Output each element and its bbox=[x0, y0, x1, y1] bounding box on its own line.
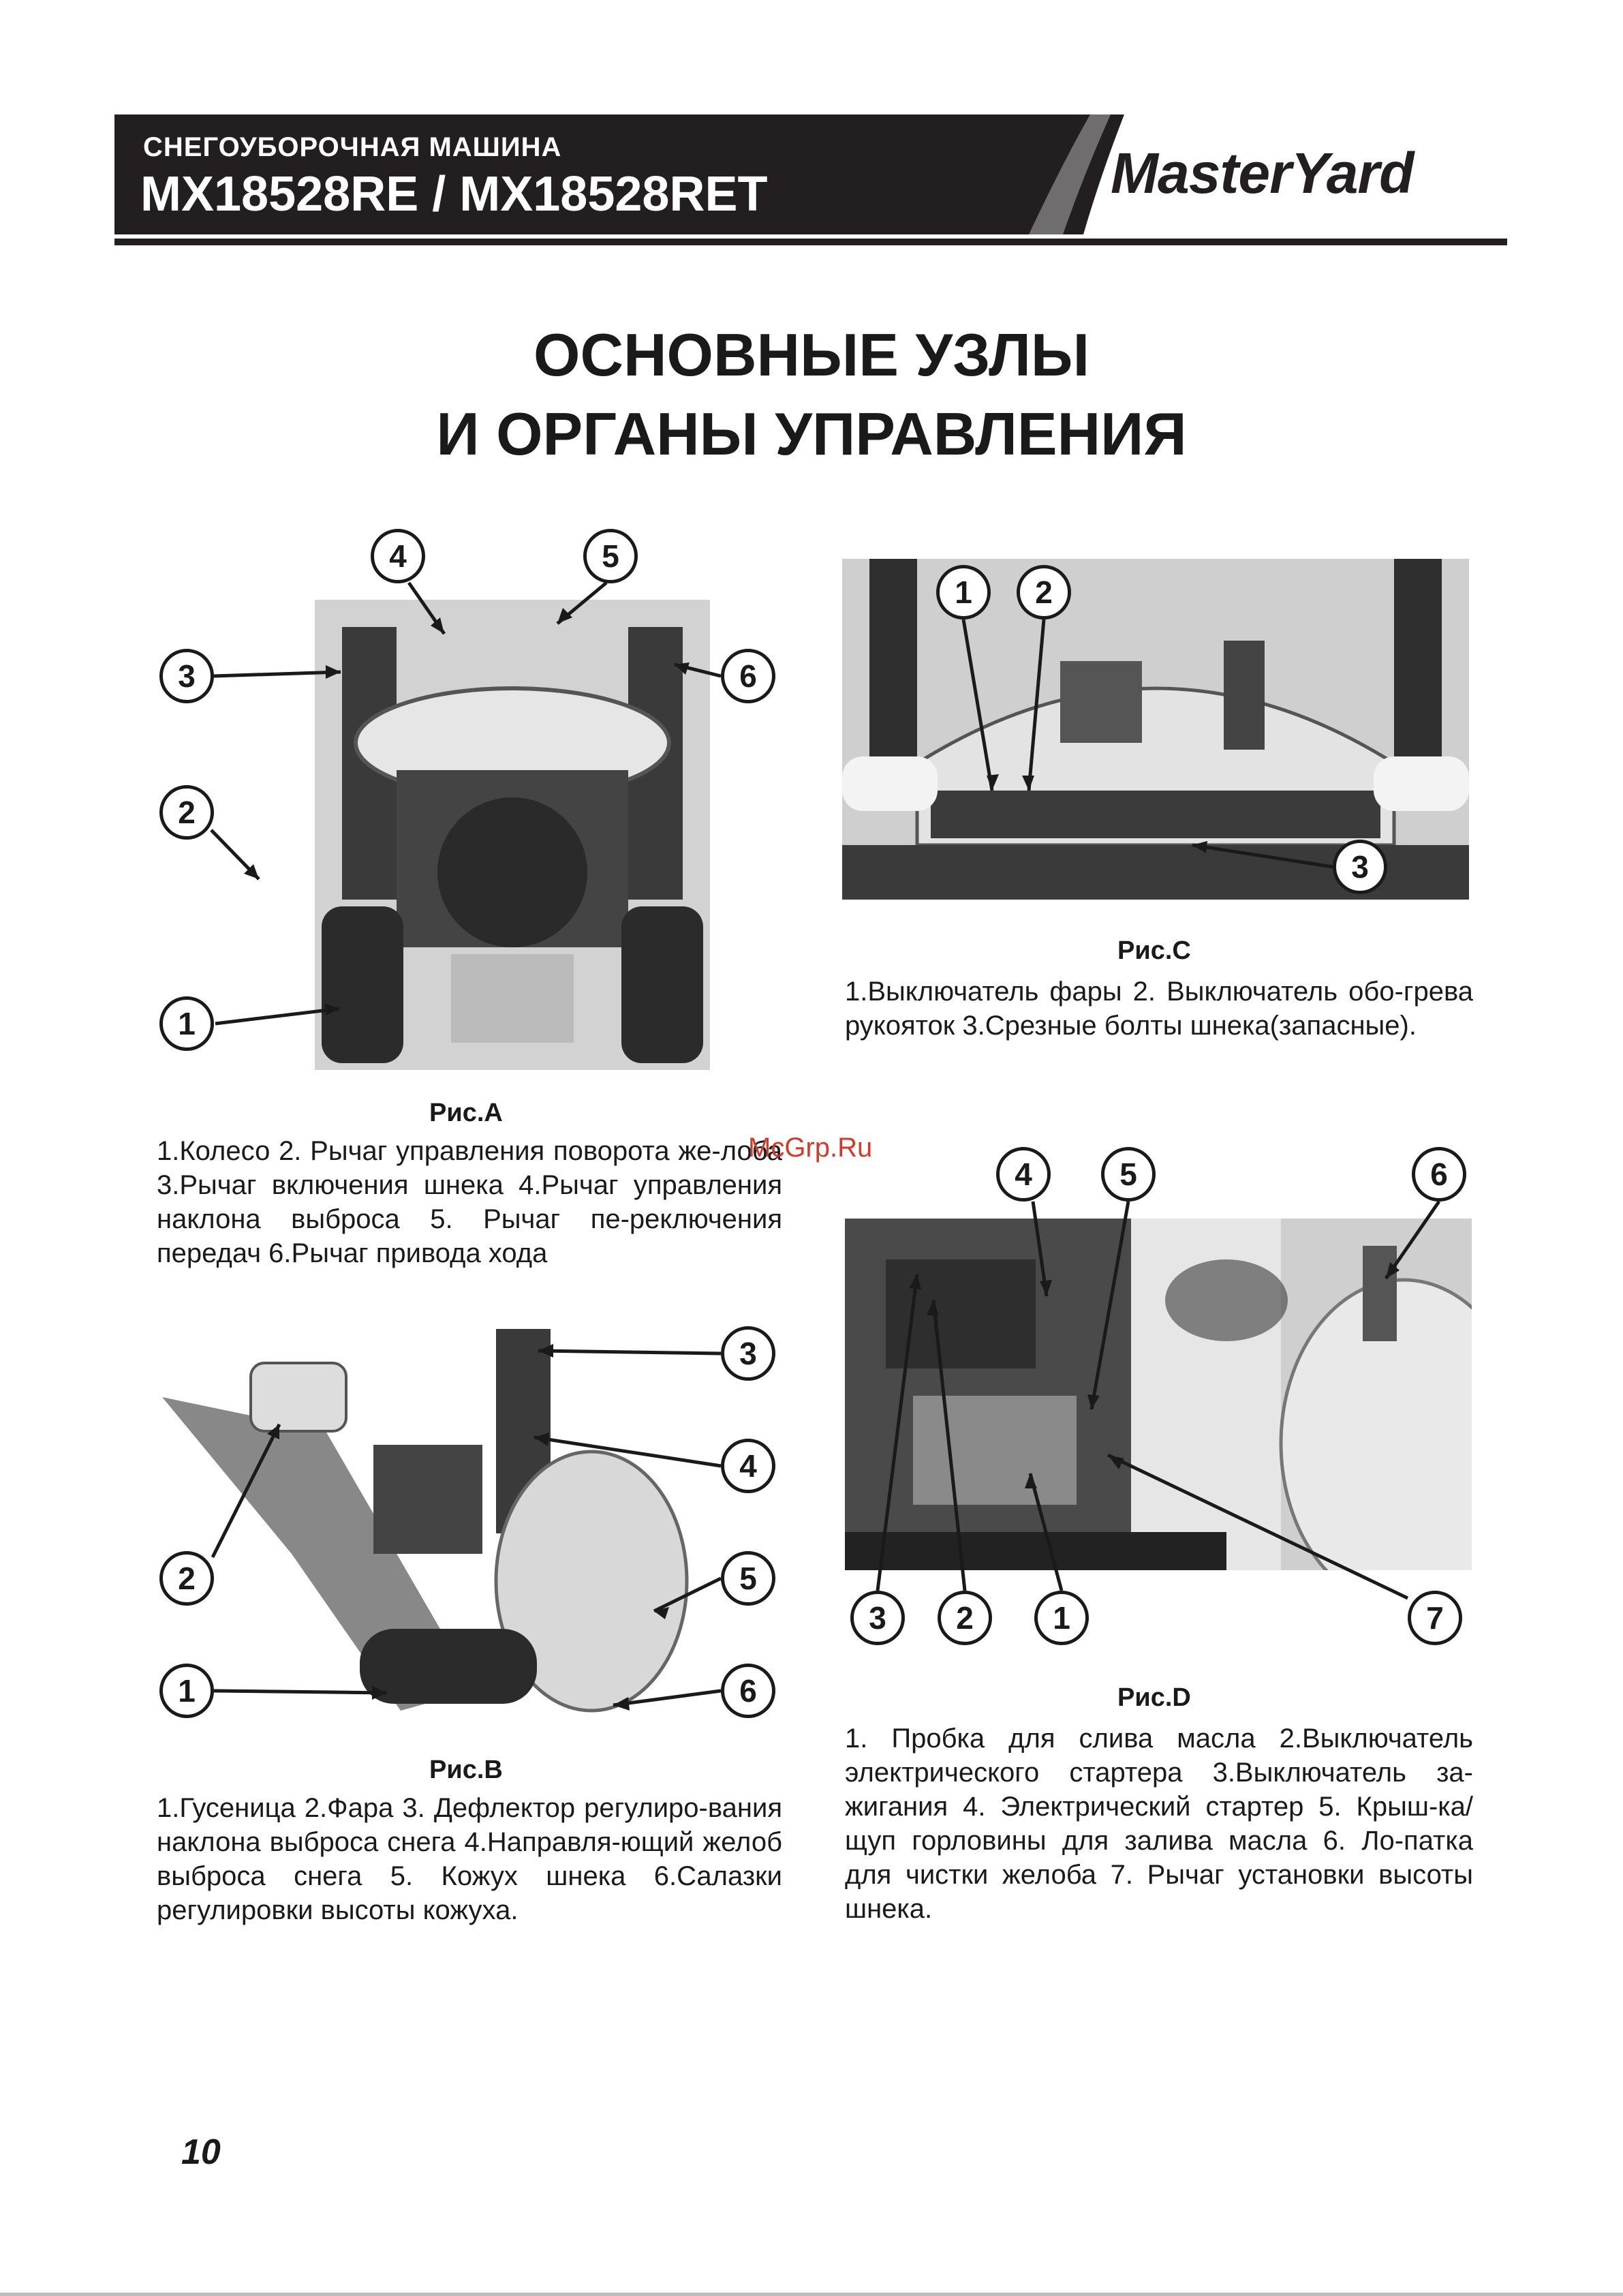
fig-d-callout-2: 2 bbox=[938, 1591, 992, 1645]
watermark: McGrp.Ru bbox=[748, 1133, 873, 1163]
fig-d-callout-3: 3 bbox=[850, 1591, 905, 1645]
fig-d-callout-1: 1 bbox=[1034, 1591, 1089, 1645]
fig-a-callout-2: 2 bbox=[159, 785, 214, 840]
fig-d-callout-5: 5 bbox=[1101, 1147, 1156, 1201]
fig-d-callout-7: 7 bbox=[1408, 1591, 1462, 1645]
photo-fig-b bbox=[155, 1308, 700, 1731]
fig-d-callout-4: 4 bbox=[996, 1147, 1051, 1201]
fig-a-label: Рис.А bbox=[429, 1099, 503, 1127]
fig-c-label: Рис.С bbox=[1117, 936, 1191, 965]
fig-a-callout-6: 6 bbox=[721, 649, 775, 703]
fig-b-callout-6: 6 bbox=[721, 1664, 775, 1718]
fig-a-callout-4: 4 bbox=[371, 529, 425, 583]
fig-a-caption: 1.Колесо 2. Рычаг управления поворота же-лоба 3.Рычаг включения шнека 4.Рычаг управления наклона выброса 5. Рычаг пе-реключения передач 6.Рычаг привода хода bbox=[157, 1136, 782, 1268]
fig-c-callout-2: 2 bbox=[1017, 565, 1071, 619]
header-subtitle: СНЕГОУБОРОЧНАЯ МАШИНА bbox=[143, 132, 562, 162]
page-title-line2: И ОРГАНЫ УПРАВЛЕНИЯ bbox=[436, 400, 1187, 468]
fig-a-callout-1: 1 bbox=[159, 996, 214, 1051]
fig-b-callout-5: 5 bbox=[721, 1551, 775, 1606]
fig-c-callout-3: 3 bbox=[1333, 840, 1387, 894]
page-number: 10 bbox=[181, 2132, 221, 2172]
fig-c-caption: 1.Выключатель фары 2. Выключатель обо-грева рукояток 3.Срезные болты шнека(запасные). bbox=[845, 977, 1473, 1041]
fig-d-caption: 1. Пробка для слива масла 2.Выключатель электрического стартера 3.Выключатель за-жигания 4. Электрический стартер 5. Крыш-ка/щуп горловины для залива масла 6. Ло-патка для чистки желоба 7. Рычаг установки высоты шнека. bbox=[845, 1724, 1473, 1924]
fig-c-callout-1: 1 bbox=[936, 565, 991, 619]
photo-fig-d bbox=[845, 1219, 1472, 1570]
header-rule bbox=[114, 239, 1507, 245]
fig-b-callout-4: 4 bbox=[721, 1439, 775, 1493]
fig-b-label: Рис.В bbox=[429, 1756, 503, 1784]
fig-b-caption: 1.Гусеница 2.Фара 3. Дефлектор регулиро-вания наклона выброса снега 4.Направля-ющий желоб выброса снега 5. Кожух шнека 6.Салазки регулировки высоты кожуха. bbox=[157, 1793, 782, 1925]
brand-logo: MasterYard bbox=[1111, 141, 1414, 205]
header-model: MX18528RE / MX18528RET bbox=[140, 167, 768, 221]
header-swoosh-graphic bbox=[981, 114, 1124, 244]
fig-b-callout-3: 3 bbox=[721, 1326, 775, 1381]
photo-fig-a bbox=[315, 600, 710, 1070]
fig-d-label: Рис.D bbox=[1117, 1683, 1191, 1712]
page-bottom-edge bbox=[0, 2293, 1623, 2296]
fig-b-callout-1: 1 bbox=[159, 1664, 214, 1718]
fig-a-callout-5: 5 bbox=[583, 529, 638, 583]
fig-a-callout-3: 3 bbox=[159, 649, 214, 703]
page-title-line1: ОСНОВНЫЕ УЗЛЫ bbox=[534, 321, 1089, 388]
fig-d-callout-6: 6 bbox=[1412, 1147, 1466, 1201]
fig-b-callout-2: 2 bbox=[159, 1551, 214, 1606]
